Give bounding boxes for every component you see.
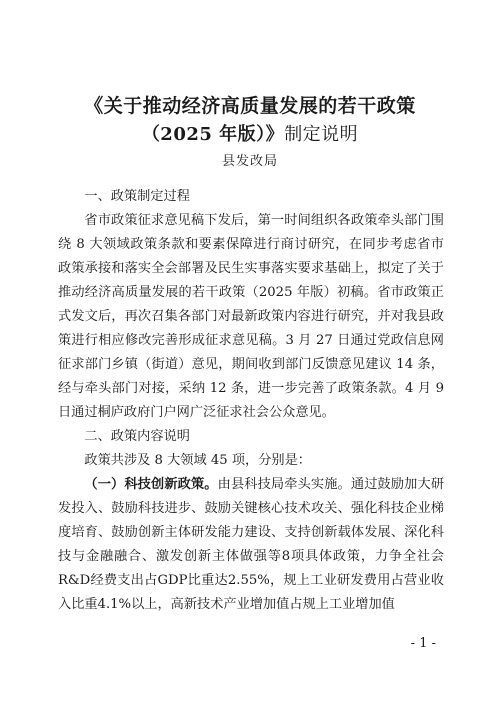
section2-item1 [58,473,444,617]
section2-heading: 二、政策内容说明 [84,429,190,444]
document-title-suffix: 制定说明 [284,124,359,145]
document-author: 县发改局 [221,154,278,169]
section1-paragraph: 省市政策征求意见稿下发后，第一时间组织各政策牵头部门围绕 8 大领域政策条款和要素保障进行商讨研究，在同步考虑省市政策承接和落实全会部署及民生实事落实要求基础上，拟定了关于推动经济高质量发展的若干政策（2025 年版）初稿。省市政策正式发文后，再次召集各部门对最新政策内容进行研究，并对我县政策进行相应修改完善形成征求意见稿。3 月 27 日通过党政信息网征求部门乡镇（街道）意见，期间收到部门反馈意见建议 14 条，经与牵头部门对接，采纳 12 条，进一步完善了政策条款。4 月 9 日通过桐庐政府门户网广泛征求社会公众意见。 [58,213,444,420]
document-body [58,185,444,617]
item1-text: 由县科技局牵头实施。通过鼓励加大研发投入、鼓励科技进步、鼓励关键核心技术攻关、强化科技企业梯度培育、鼓励创新主体研发能力建设、支持创新载体发展、深化科技与金融融合、激发创新主体做强等8项具体政策，力争全社会R&D经费支出占GDP比重达2.55%，规上工业研发费用占营业收入比重4.1%以上，高新技术产业增加值占规上工业增加值 [58,477,445,612]
section1-heading: 一、政策制定过程 [84,189,190,204]
section2-intro: 政策共涉及 8 大领域 45 项，分别是： [84,453,311,468]
item1-label: （一）科技创新政策。 [84,477,218,492]
document-title-line1: 《关于推动经济高质量发展的若干政策 [84,95,416,117]
page-number: - 1 - [410,636,436,651]
document-title-line2 [0,120,500,146]
document-title-year: （2025 年版）》 [141,124,285,145]
